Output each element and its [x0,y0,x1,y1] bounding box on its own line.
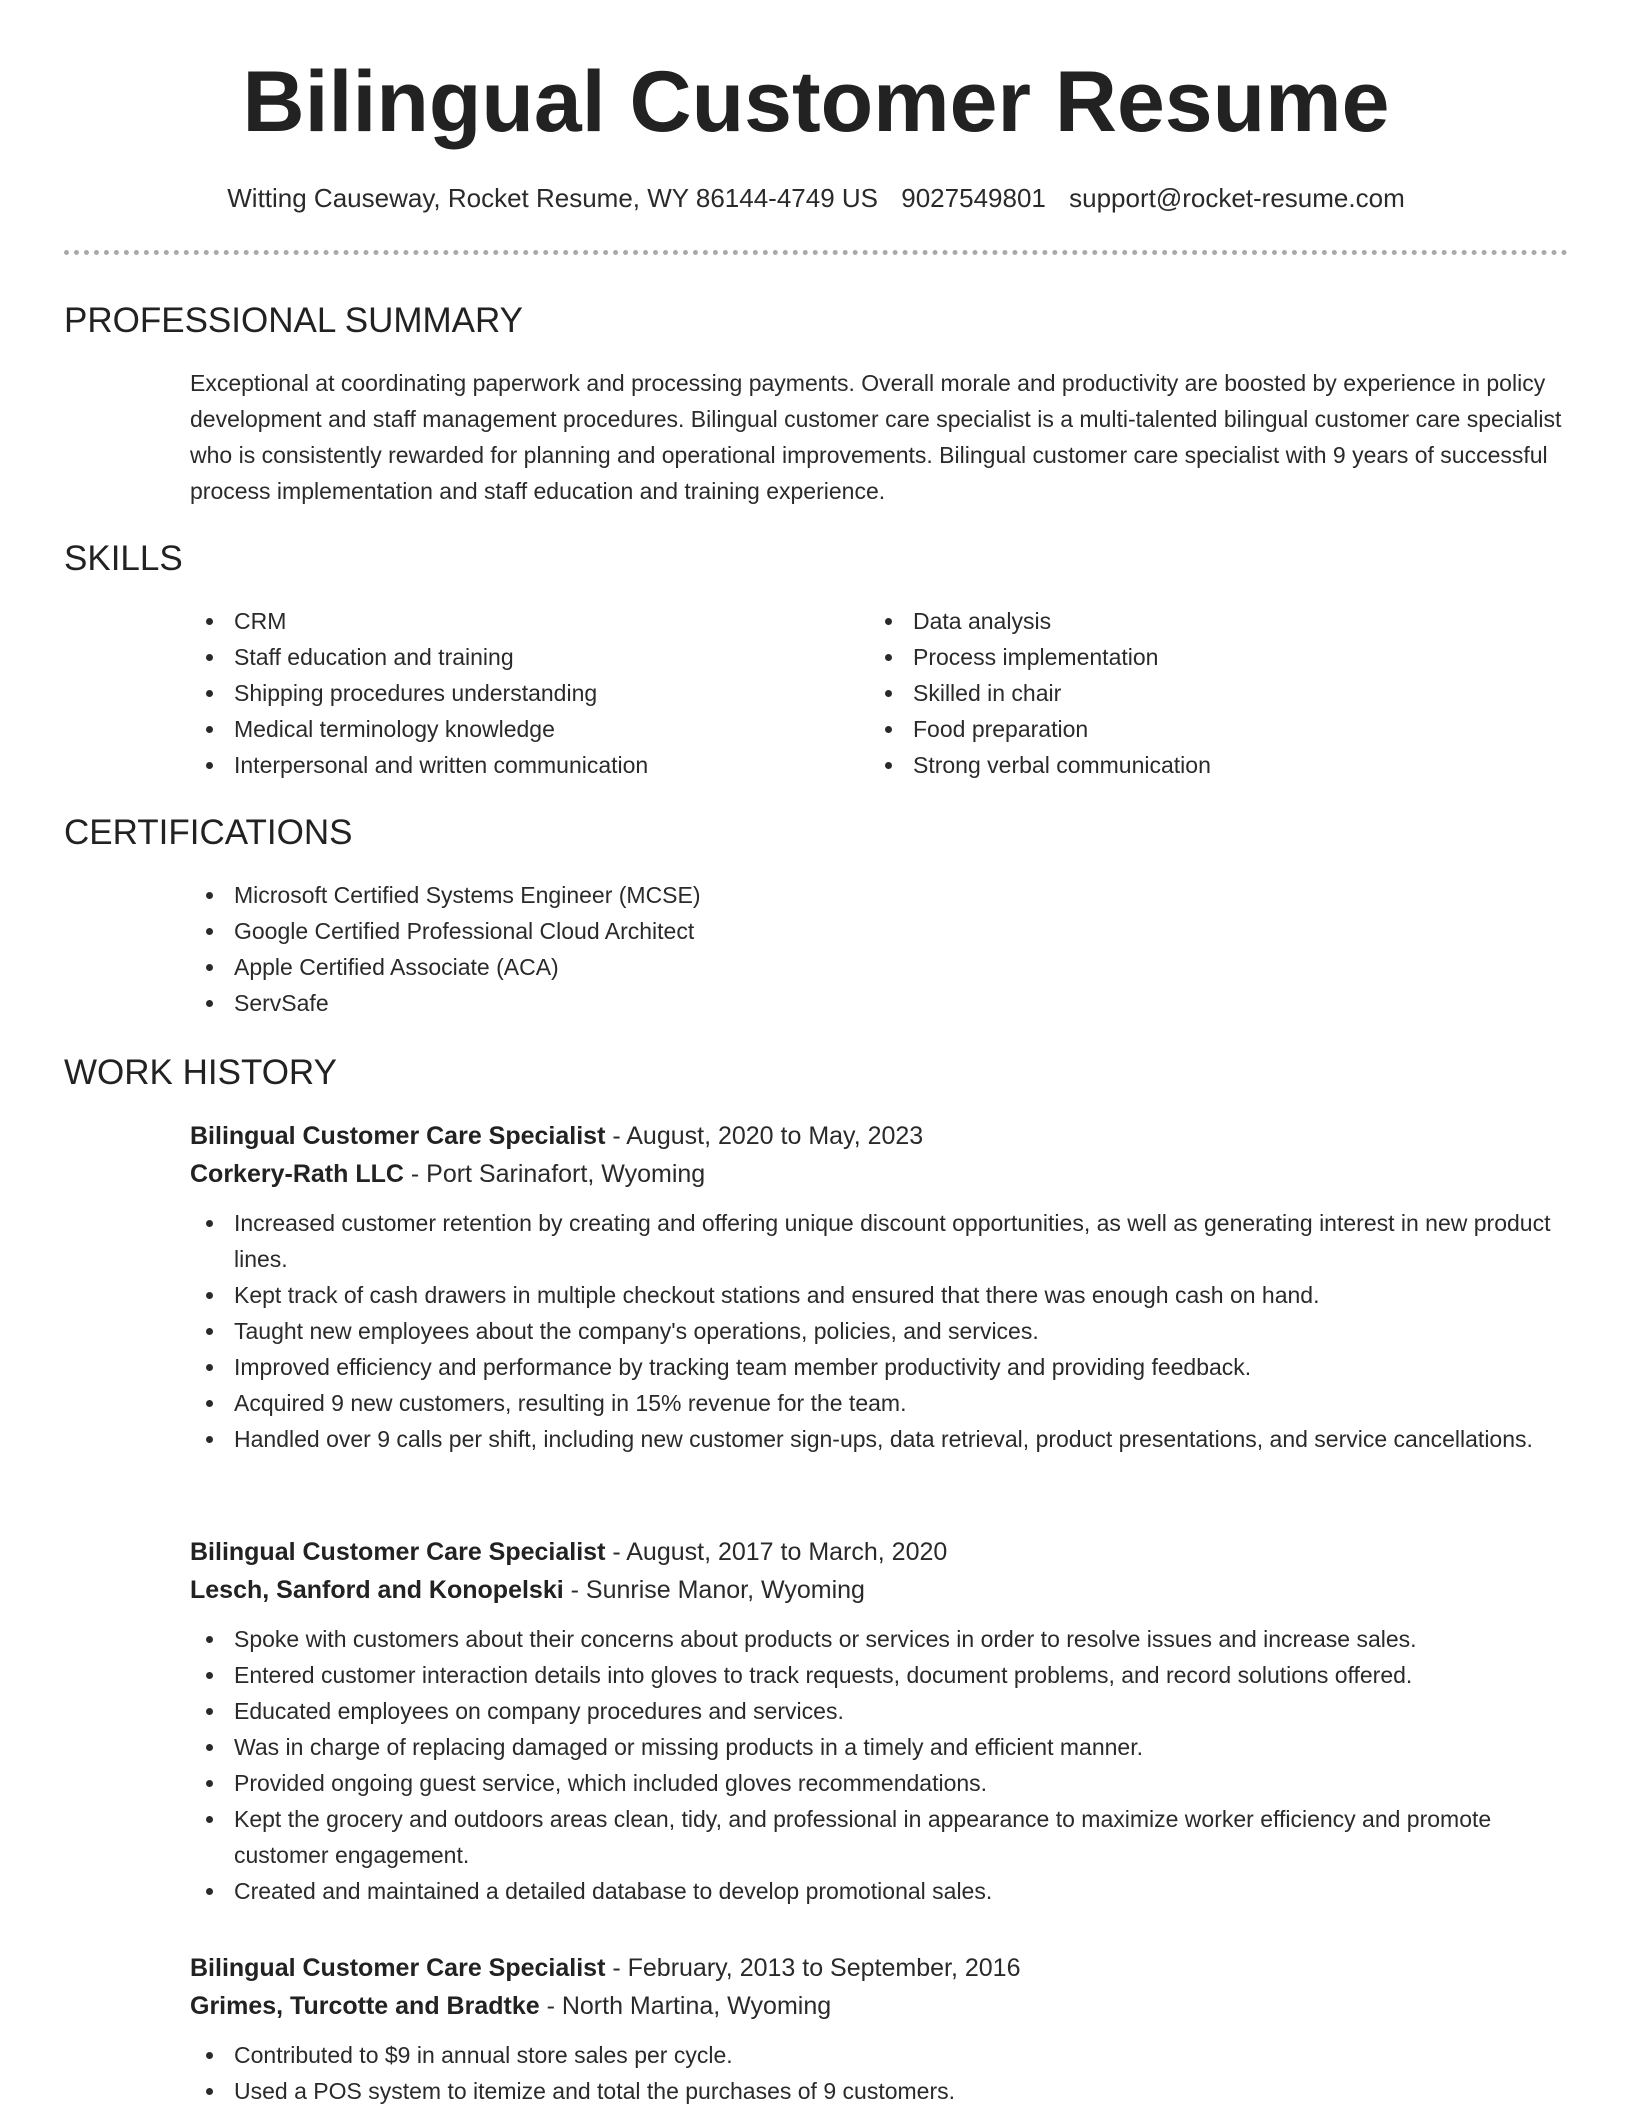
skills-list-right [869,603,1211,783]
skill-item: Food preparation [869,711,1211,747]
job-bullets [190,2037,1570,2109]
skill-item: Shipping procedures understanding [190,675,648,711]
job-bullet: Contributed to $9 in annual store sales per cycle. [190,2037,1570,2073]
skill-item: Data analysis [869,603,1211,639]
skill-item: Skilled in chair [869,675,1211,711]
skill-item: Staff education and training [190,639,648,675]
certification-item: ServSafe [190,985,701,1021]
job-company: Lesch, Sanford and Konopelski [190,1576,564,1604]
section-title-skills: SKILLS [64,539,183,578]
skills-list-left [190,603,648,783]
job-bullets [190,1621,1570,1909]
job-company-line [190,1155,1570,1193]
job-role: Bilingual Customer Care Specialist [190,1954,606,1982]
job-bullet: Spoke with customers about their concerns about products or services in order to resolve issues and increase sales. [190,1621,1570,1657]
job-title-line [190,1533,1570,1571]
skill-item: Strong verbal communication [869,747,1211,783]
contact-phone: 9027549801 [901,183,1046,213]
section-title-summary: PROFESSIONAL SUMMARY [64,301,523,340]
certification-item: Microsoft Certified Systems Engineer (MCSE) [190,877,701,913]
job-bullet: Was in charge of replacing damaged or missing products in a timely and efficient manner. [190,1729,1570,1765]
job-bullet: Used a POS system to itemize and total the purchases of 9 customers. [190,2073,1570,2109]
job-bullet: Provided ongoing guest service, which included gloves recommendations. [190,1765,1570,1801]
job-bullet: Acquired 9 new customers, resulting in 15% revenue for the team. [190,1385,1570,1421]
skill-item: CRM [190,603,648,639]
job-company: Corkery-Rath LLC [190,1160,404,1188]
job-location: - North Martina, Wyoming [539,1992,832,2020]
job-bullet: Handled over 9 calls per shift, including new customer sign-ups, data retrieval, product presentations, and service cancellations. [190,1421,1570,1457]
contact-address: Witting Causeway, Rocket Resume, WY 86144-4749 US [227,183,879,213]
skill-item: Medical terminology knowledge [190,711,648,747]
certifications-list [190,877,701,1021]
skill-item: Interpersonal and written communication [190,747,648,783]
job-bullet: Taught new employees about the company's operations, policies, and services. [190,1313,1570,1349]
job-bullet: Educated employees on company procedures and services. [190,1693,1570,1729]
header-divider [64,250,1568,255]
skill-item: Process implementation [869,639,1211,675]
job-dates: - August, 2017 to March, 2020 [605,1538,948,1566]
job-entry [190,1533,1570,1909]
job-location: - Sunrise Manor, Wyoming [563,1576,865,1604]
job-company: Grimes, Turcotte and Bradtke [190,1992,540,2020]
section-title-certifications: CERTIFICATIONS [64,813,353,852]
resume-name: Bilingual Customer Resume [242,54,1390,150]
job-bullet: Increased customer retention by creating and offering unique discount opportunities, as well as generating interest in new product lines. [190,1205,1570,1277]
job-role: Bilingual Customer Care Specialist [190,1122,606,1150]
job-role: Bilingual Customer Care Specialist [190,1538,606,1566]
summary-text: Exceptional at coordinating paperwork and processing payments. Overall morale and productivity are boosted by experience in policy development and staff management procedures. Bilingual customer care specialist is a multi-talented bilingual customer care specialist who is consistently rewarded for planning and operational improvements. Bilingual customer care specialist with 9 years of successful process implementation and staff education and training experience. [190,370,1562,504]
job-title-line [190,1949,1570,1987]
job-bullets [190,1205,1570,1457]
job-company-line [190,1571,1570,1609]
job-company-line [190,1987,1570,2025]
job-bullet: Created and maintained a detailed database to develop promotional sales. [190,1873,1570,1909]
job-bullet: Improved efficiency and performance by tracking team member productivity and providing feedback. [190,1349,1570,1385]
certification-item: Apple Certified Associate (ACA) [190,949,701,985]
contact-email: support@rocket-resume.com [1069,183,1405,213]
job-entry [190,1117,1570,1457]
job-bullet: Entered customer interaction details into gloves to track requests, document problems, and record solutions offered. [190,1657,1570,1693]
job-dates: - August, 2020 to May, 2023 [605,1122,924,1150]
job-location: - Port Sarinafort, Wyoming [403,1160,706,1188]
job-bullet: Kept track of cash drawers in multiple checkout stations and ensured that there was enough cash on hand. [190,1277,1570,1313]
job-dates: - February, 2013 to September, 2016 [605,1954,1021,1982]
job-entry [190,1949,1570,2109]
job-bullet: Kept the grocery and outdoors areas clean, tidy, and professional in appearance to maximize worker efficiency and promote customer engagement. [190,1801,1570,1873]
certification-item: Google Certified Professional Cloud Architect [190,913,701,949]
contact-line [0,180,1632,216]
job-title-line [190,1117,1570,1155]
section-title-work-history: WORK HISTORY [64,1053,337,1092]
